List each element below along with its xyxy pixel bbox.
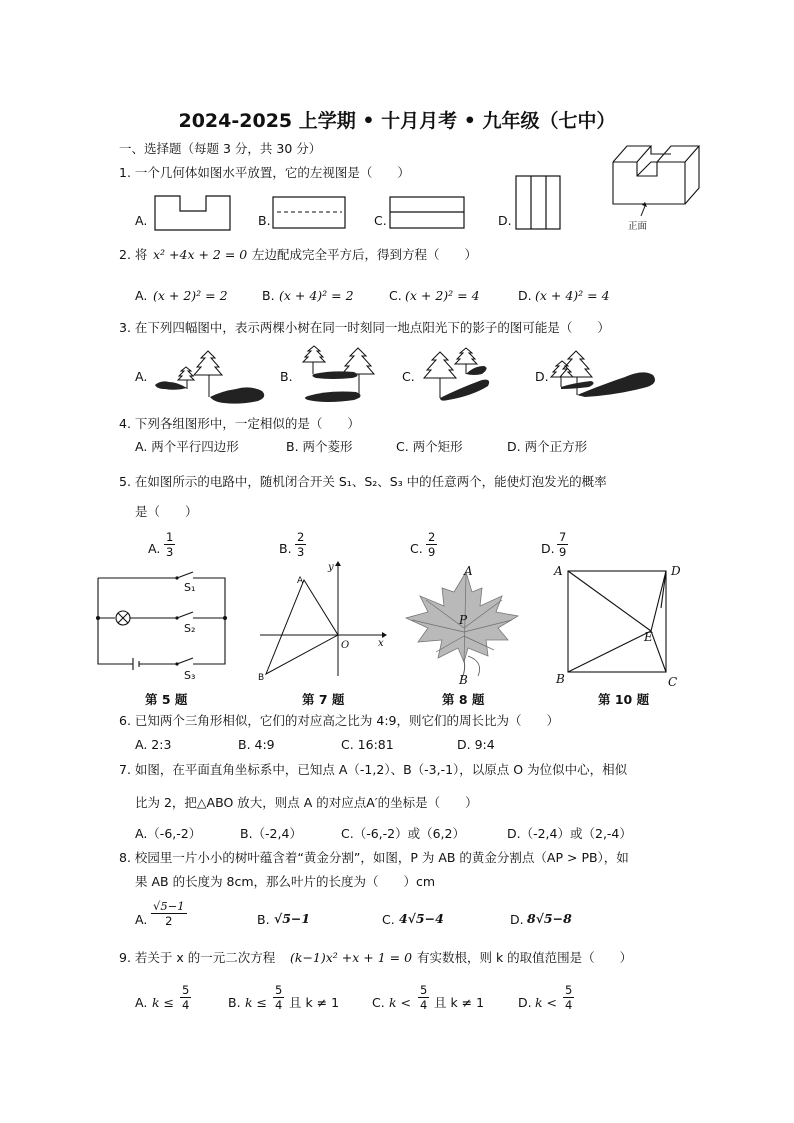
q5-stem-2: 是（ ） bbox=[135, 504, 198, 519]
q4-opt-a[interactable]: A. 两个平行四边形 bbox=[135, 439, 239, 454]
q4-opt-c[interactable]: C. 两个矩形 bbox=[396, 439, 463, 454]
q3-opt-c-label[interactable]: C. bbox=[402, 369, 415, 384]
q1-opt-c-figure bbox=[389, 196, 467, 230]
q7-opt-b[interactable]: B.（-2,4） bbox=[240, 826, 302, 841]
page-title: 2024-2025 上学期 • 十月月考 • 九年级（七中） bbox=[178, 110, 616, 132]
q1-opt-b-figure bbox=[272, 196, 348, 230]
q8-opt-c-label[interactable]: C. bbox=[382, 912, 395, 927]
q2-opt-b-label[interactable]: B. bbox=[262, 288, 275, 303]
q8-opt-a-den: 2 bbox=[151, 913, 187, 928]
q1-stem: 1. 一个几何体如图水平放置，它的左视图是（ ） bbox=[119, 165, 410, 180]
q1-opt-a-label[interactable]: A. bbox=[135, 213, 148, 228]
q3-opt-d-figure bbox=[550, 345, 660, 407]
fig5-label-s2: S₂ bbox=[184, 622, 196, 635]
q9-opt-d-fraction[interactable] bbox=[563, 983, 574, 1012]
q5-opt-b-den: 3 bbox=[297, 545, 305, 559]
fig7-caption: 第 7 题 bbox=[302, 692, 345, 707]
q1-opt-a-figure bbox=[154, 195, 234, 231]
q9-opt-c-den: 4 bbox=[420, 998, 428, 1012]
q8-opt-d[interactable]: 8√5−8 bbox=[527, 911, 572, 926]
section-heading: 一、选择题（每题 3 分，共 30 分） bbox=[119, 141, 322, 156]
q2-opt-a-label[interactable]: A. bbox=[135, 288, 148, 303]
q1-opt-d-label[interactable]: D. bbox=[498, 213, 512, 228]
q2-equation: x² +4x + 2 = 0 bbox=[153, 247, 248, 262]
q2-stem-pre: 2. 将 bbox=[119, 247, 148, 262]
q5-opt-d-num: 7 bbox=[559, 530, 567, 544]
q9-opt-a-fraction[interactable] bbox=[180, 983, 191, 1012]
q3-opt-c-figure bbox=[418, 342, 518, 408]
q3-opt-a-label[interactable]: A. bbox=[135, 369, 148, 384]
q4-stem: 4. 下列各组图形中，一定相似的是（ ） bbox=[119, 416, 360, 431]
q9-opt-c-num: 5 bbox=[420, 983, 428, 997]
q9-opt-c-label[interactable]: C. bbox=[372, 995, 385, 1010]
q9-opt-b-post[interactable]: 且 k ≠ 1 bbox=[289, 995, 340, 1010]
q9-opt-d-pre[interactable]: k < bbox=[535, 995, 558, 1010]
q6-opt-b[interactable]: B. 4:9 bbox=[238, 737, 275, 752]
q9-opt-c-fraction[interactable] bbox=[418, 983, 429, 1012]
q5-opt-d-fraction[interactable] bbox=[557, 530, 568, 559]
q8-opt-a-fraction[interactable] bbox=[151, 899, 187, 928]
q5-opt-d-label[interactable]: D. bbox=[541, 541, 555, 556]
q7-opt-d[interactable]: D.（-2,4）或（2,-4） bbox=[507, 826, 632, 841]
q2-opt-b[interactable]: (x + 4)² = 2 bbox=[279, 288, 354, 303]
q6-opt-a[interactable]: A. 2:3 bbox=[135, 737, 172, 752]
q8-opt-c[interactable]: 4√5−4 bbox=[399, 911, 444, 926]
q1-opt-c-label[interactable]: C. bbox=[374, 213, 387, 228]
q9-opt-b-label[interactable]: B. bbox=[228, 995, 241, 1010]
q2-stem-post: 左边配成完全平方后，得到方程（ ） bbox=[252, 247, 478, 262]
q1-front-label: 正面 bbox=[628, 221, 648, 232]
q8-opt-a-num: √5−1 bbox=[153, 899, 185, 913]
q9-opt-c-pre[interactable]: k < bbox=[389, 995, 412, 1010]
fig10-label-a: A bbox=[554, 564, 563, 578]
q2-opt-d[interactable]: (x + 4)² = 4 bbox=[535, 288, 610, 303]
fig7-label-o: O bbox=[341, 640, 350, 651]
q9-stem-post: 有实数根，则 k 的取值范围是（ ） bbox=[417, 950, 633, 965]
q8-opt-b-label[interactable]: B. bbox=[257, 912, 270, 927]
q4-opt-b[interactable]: B. 两个菱形 bbox=[286, 439, 353, 454]
q9-opt-c-post[interactable]: 且 k ≠ 1 bbox=[434, 995, 485, 1010]
q5-opt-a-den: 3 bbox=[166, 545, 174, 559]
q9-opt-a-num: 5 bbox=[182, 983, 190, 997]
q9-opt-d-label[interactable]: D. bbox=[518, 995, 532, 1010]
fig8-caption: 第 8 题 bbox=[442, 692, 485, 707]
fig7-coordinate-plane bbox=[258, 560, 388, 682]
q5-opt-c-num: 2 bbox=[428, 530, 436, 544]
q5-opt-a-label[interactable]: A. bbox=[148, 541, 161, 556]
q7-opt-c[interactable]: C.（-6,-2）或（6,2） bbox=[341, 826, 465, 841]
fig10-label-c: C bbox=[668, 675, 678, 689]
fig10-label-e: E bbox=[644, 630, 653, 644]
fig5-caption: 第 5 题 bbox=[145, 692, 188, 707]
q9-opt-b-pre[interactable]: k ≤ bbox=[245, 995, 268, 1010]
q3-opt-a-figure bbox=[150, 345, 270, 407]
fig8-label-a: A bbox=[464, 564, 473, 578]
q9-opt-a-pre[interactable]: k ≤ bbox=[152, 995, 175, 1010]
fig5-label-s1: S₁ bbox=[184, 581, 196, 594]
q9-opt-b-den: 4 bbox=[275, 998, 283, 1012]
q7-stem-2: 比为 2，把△ABO 放大，则点 A 的对应点A′的坐标是（ ） bbox=[135, 795, 478, 810]
q1-solid-figure bbox=[607, 142, 717, 234]
fig10-label-d: D bbox=[671, 564, 681, 578]
q5-opt-b-num: 2 bbox=[297, 530, 305, 544]
fig8-label-b: B bbox=[459, 673, 468, 687]
q4-opt-d[interactable]: D. 两个正方形 bbox=[507, 439, 588, 454]
q2-opt-c[interactable]: (x + 2)² = 4 bbox=[405, 288, 480, 303]
q3-stem: 3. 在下列四幅图中，表示两棵小树在同一时刻同一地点阳光下的影子的图可能是（ ） bbox=[119, 320, 610, 335]
q5-opt-d-den: 9 bbox=[559, 545, 567, 559]
q9-opt-d-den: 4 bbox=[565, 998, 573, 1012]
q1-opt-d-figure bbox=[515, 175, 563, 231]
q2-opt-c-label[interactable]: C. bbox=[389, 288, 402, 303]
q5-opt-c-fraction[interactable] bbox=[426, 530, 437, 559]
q8-opt-a-label[interactable]: A. bbox=[135, 912, 148, 927]
q5-opt-b-fraction[interactable] bbox=[295, 530, 306, 559]
q5-opt-a-fraction[interactable] bbox=[164, 530, 175, 559]
q9-equation: (k−1)x² +x + 1 = 0 bbox=[290, 950, 413, 965]
q6-stem: 6. 已知两个三角形相似，它们的对应高之比为 4:9，则它们的周长比为（ ） bbox=[119, 713, 559, 728]
q3-opt-b-label[interactable]: B. bbox=[280, 369, 293, 384]
fig5-label-s3: S₃ bbox=[184, 669, 196, 682]
q5-opt-b-label[interactable]: B. bbox=[279, 541, 292, 556]
q7-opt-a[interactable]: A.（-6,-2） bbox=[135, 826, 202, 841]
fig5-circuit bbox=[95, 568, 230, 668]
q9-opt-b-num: 5 bbox=[275, 983, 283, 997]
q8-stem: 8. 校园里一片小小的树叶蕴含着“黄金分割”，如图，P 为 AB 的黄金分割点（AP > PB），如 bbox=[119, 850, 629, 865]
q5-opt-c-den: 9 bbox=[428, 545, 436, 559]
fig10-square bbox=[565, 568, 671, 676]
q8-stem-2: 果 AB 的长度为 8cm，那么叶片的长度为（ ）cm bbox=[135, 874, 436, 889]
q1-opt-b-label[interactable]: B. bbox=[258, 213, 271, 228]
q5-opt-a-num: 1 bbox=[166, 530, 174, 544]
fig10-caption: 第 10 题 bbox=[598, 692, 650, 707]
q6-opt-d[interactable]: D. 9:4 bbox=[457, 737, 495, 752]
q9-opt-d-num: 5 bbox=[565, 983, 573, 997]
fig7-label-x: x bbox=[378, 638, 384, 649]
q9-opt-a-label[interactable]: A. bbox=[135, 995, 148, 1010]
fig7-label-b: B bbox=[258, 673, 265, 683]
fig7-label-a: A bbox=[297, 576, 304, 586]
q5-stem: 5. 在如图所示的电路中，随机闭合开关 S₁、S₂、S₃ 中的任意两个，能使灯泡发光的概率 bbox=[119, 474, 607, 489]
q9-opt-a-den: 4 bbox=[182, 998, 190, 1012]
q3-opt-d-label[interactable]: D. bbox=[535, 369, 549, 384]
q8-opt-d-label[interactable]: D. bbox=[510, 912, 524, 927]
q9-opt-b-fraction[interactable] bbox=[273, 983, 284, 1012]
fig8-label-p: P bbox=[459, 613, 468, 627]
q9-stem-pre: 9. 若关于 x 的一元二次方程 bbox=[119, 950, 276, 965]
q2-opt-d-label[interactable]: D. bbox=[518, 288, 532, 303]
q6-opt-c[interactable]: C. 16:81 bbox=[341, 737, 394, 752]
q3-opt-b-figure bbox=[300, 342, 400, 408]
q5-opt-c-label[interactable]: C. bbox=[410, 541, 423, 556]
q2-opt-a[interactable]: (x + 2)² = 2 bbox=[153, 288, 228, 303]
fig10-label-b: B bbox=[556, 672, 565, 686]
q7-stem: 7. 如图，在平面直角坐标系中，已知点 A（-1,2）、B（-3,-1），以原点 O 为位似中心，相似 bbox=[119, 762, 628, 777]
q8-opt-b[interactable]: √5−1 bbox=[274, 911, 311, 926]
fig7-label-y: y bbox=[328, 562, 334, 573]
